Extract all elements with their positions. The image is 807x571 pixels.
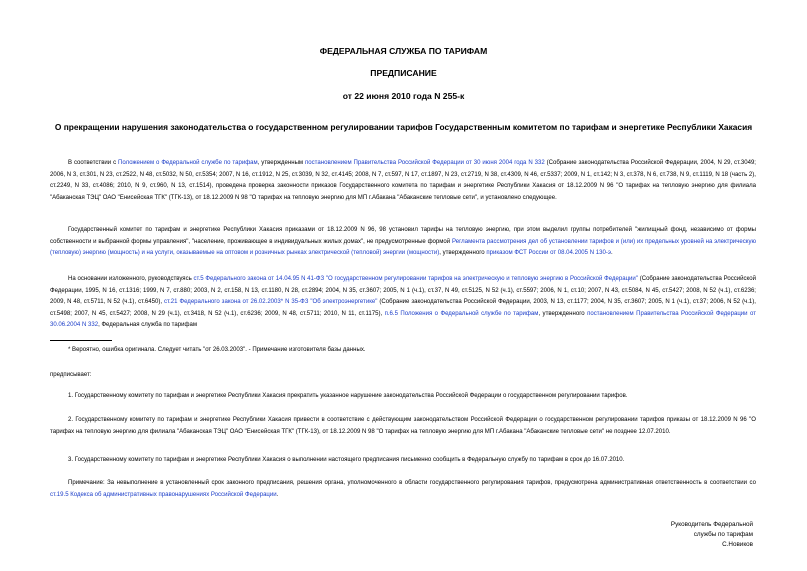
document-title: О прекращении нарушения законодательства о государственном регулировании тарифов Государственным комитетом по тарифам и энергетике Республики Хакасия [54,122,753,132]
note-paragraph: Примечание: За невыполнение в установленный срок законного предписания, решения органа, уполномоченного в области государственного регулирования тарифов, предусмотрена административная ответственность в соответствии со ст.19.5 Кодекса об административных правонарушениях Российской Федерации. [50,480,756,498]
link-government-decree-332-2004[interactable]: постановлением Правительства Российской Федерации от 30.06.2004 N 332 [50,310,756,328]
paragraph-findings: Государственный комитет по тарифам и энергетике Республики Хакасия приказами от 18.12.2009 N 96, 98 установил тарифы на тепловую энергию, при этом выделил группы потребителей "жилищный фонд, независимо от формы собственности и выбранной формы управления", "население, проживающее в индивидуальных жилых домах", не предусмотренные формой Регламента рассмотрения дел об установлении тарифов и (или) их предельных уровней на электрическую (тепловую) энергию (мощность) и на услуги, оказываемые на оптовом и розничных рынках электрической (тепловой) энергии (мощности), утвержденного приказом ФСТ России от 08.04.2005 N 130-э. [50,227,756,256]
document-date-number: от 22 июня 2010 года N 255-к [342,91,465,101]
footnote-divider [50,340,112,341]
footnote: * Вероятно, ошибка оригинала. Следует читать "от 26.03.2003". - Примечание изготовителя базы данных. [68,347,366,353]
signature-block [573,520,753,550]
paragraph-intro: В соответствии с Положением о Федеральной службе по тарифам, утвержденным постановлением Правительства Российской Федерации от 30 июня 2004 года N 332 (Собрание законодательства Российской Федерации, 2004, N 29, ст.3049; 2006, N 3, ст.301, N 23, ст.2522, N 48, ст.5032, N 50, ст.5354; 2007, N 16, ст.1912, N 25, ст.3039, N 32, ст.4145; 2008, N 7, ст.597, N 17, ст.1897, N 23, ст.2719, N 38, ст.4309, N 46, ст.5337; 2009, N 1, ст.142; N 3, ст.378, N 6, ст.738, N 9, ст.1119, N 18 (часть 2), ст.2249, N 33, ст.4086; 2010, N 9, ст.960, N 13, ст.1514), проведена проверка законности приказов Государственного комитета по тарифам и энергетике Республики Хакасия от 18.12.2009 N 96 "О тарифах на тепловую энергию для филиала "Абаканская ТЭЦ" ОАО "Енисейская ТГК" (ТГК-13), от 18.12.2009 N 98 "О тарифах на тепловую энергию для МП г.Абакана "Абаканские тепловые сети", и установлено следующее. [50,160,756,201]
link-government-decree-332[interactable]: постановлением Правительства Российской Федерации от 30 июня 2004 года N 332 [305,160,545,166]
link-federal-law-35fz[interactable]: ст.21 Федерального закона от 26.02.2003* N 35-ФЗ "Об электроэнергетике" [163,299,378,305]
document-type: ПРЕДПИСАНИЕ [370,68,437,78]
link-administrative-code-19-5[interactable]: ст.19.5 Кодекса об административных правонарушениях Российской Федерации [50,491,277,498]
link-fts-order-130e[interactable]: приказом ФСТ России от 08.04.2005 N 130-э [486,250,611,256]
prescription-item-3: 3. Государственному комитету по тарифам и энергетике Республики Хакасия о выполнении настоящего предписания письменно сообщить в Федеральную службу по тарифам в срок до 16.07.2010. [68,457,625,463]
link-federal-law-41fz[interactable]: ст.5 Федерального закона от 14.04.95 N 41-ФЗ "О государственном регулировании тарифов на электрическую и тепловую энергию в Российской Федерации" [193,276,638,282]
link-fts-regulation-6-5[interactable]: п.6.5 Положения о Федеральной службе по тарифам [384,310,539,317]
prescription-item-2: 2. Государственному комитету по тарифам и энергетике Республики Хакасия привести в соответствие с действующим законодательством Российской Федерации о государственном регулировании тарифов приказы от 18.12.2009 N 96 "О тарифах на тепловую энергию для филиала "Абаканская ТЭЦ" ОАО "Енисейская ТГК" (ТГК-13), от 18.12.2009 N 98 "О тарифах на тепловую энергию для МП г.Абакана "Абаканские тепловые сети" не позднее 12.07.2010. [50,417,756,435]
link-fts-regulation[interactable]: Положением о Федеральной службе по тарифам [118,160,258,166]
signature-organization: службы по тарифам [693,531,753,538]
prescription-item-1: 1. Государственному комитету по тарифам и энергетике Республики Хакасия прекратить указанное нарушение законодательства Российской Федерации о государственном регулировании тарифов. [68,393,628,399]
signature-position: Руководитель Федеральной [670,521,753,528]
paragraph-basis: На основании изложенного, руководствуясь ст.5 Федерального закона от 14.04.95 N 41-ФЗ "О государственном регулировании тарифов на электрическую и тепловую энергию в Российской Федерации" (Собрание законодательства Российской Федерации, 1995, N 16, ст.1316; 1999, N 7, ст.880; 2003, N 2, ст.158, N 13, ст.1180, N 28, ст.2894; 2004, N 35, ст.3607; 2005, N 1 (ч.1), ст.37, N 49, ст.5125, N 52 (ч.1), ст.5597; 2006, N 1, ст.10; 2007, N 43, ст.5084, N 45, ст.5427; 2008, N 52 (ч.1), ст.6236; 2009, N 48, ст.5711, N 52 (ч.1), ст.6450), ст.21 Федерального закона от 26.02.2003* N 35-ФЗ "Об электроэнергетике" (Собрание законодательства Российской Федерации, 2003, N 13, ст.1177; 2004, N 35, ст.3607; 2005, N 1 (ч.1), ст.37; 2006, N 52 (ч.1), ст.5498; 2007, N 45, ст.5427; 2008, N 29 (ч.1), ст.3418, N 52 (ч.1), ст.6236; 2009, N 48, ст.5711; 2010, N 11, ст.1175), п.6.5 Положения о Федеральной службе по тарифам, утвержденного постановлением Правительства Российской Федерации от 30.06.2004 N 332, Федеральная служба по тарифам [50,276,756,328]
prescribes-label: предписывает: [50,372,92,378]
agency-heading: ФЕДЕРАЛЬНАЯ СЛУЖБА ПО ТАРИФАМ [319,46,488,56]
signature-name: С.Новиков [722,541,753,548]
link-case-regulation[interactable]: Регламента рассмотрения дел об установлении тарифов и (или) их предельных уровней на электрическую (тепловую) энергию (мощность) и на услуги, оказываемые на оптовом и розничных рынках электрической (тепловой) энергии (мощности) [50,238,756,256]
